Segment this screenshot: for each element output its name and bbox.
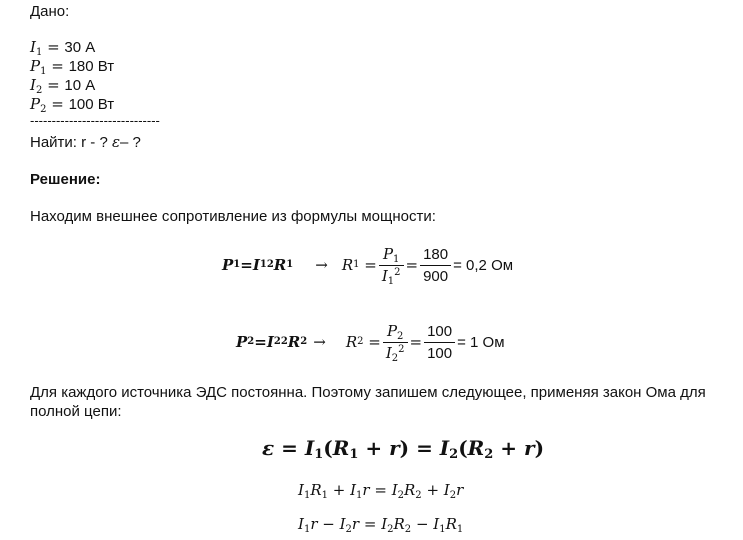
given-equals: = [46,95,69,113]
f3-i2-sub: 2 [449,447,459,462]
formula-4 [298,481,463,499]
given-symbol: P [30,95,41,113]
f4-b: R [310,481,322,499]
f2-eq3: = [409,333,423,351]
f2-result: = 1 Ом [457,333,505,351]
f1-frac-den-sub: 1 [387,275,395,287]
f4-e-sub: 2 [397,490,404,501]
given-item-p2 [30,95,114,113]
f1-arrow: → [315,256,328,274]
find-tail: – ? [120,134,141,151]
f4-f-sub: 2 [415,490,422,501]
f2-frac-den: I [385,343,392,362]
f3-close1: ) [399,436,410,460]
f4-a: I [298,481,304,499]
f3-plus1: + [358,436,390,460]
given-equals: = [42,76,65,94]
f4-c: I [350,481,357,499]
f2-den-val: 100 [427,344,453,362]
formula-5 [298,515,463,533]
given-symbol: P [30,57,41,75]
find-label: Найти: r - ? [30,134,112,151]
f2-eq2: = [363,333,381,351]
f5-e: I [381,515,388,533]
f1-num-val: 180 [420,246,451,266]
f3-open2: ( [458,436,468,460]
f4-e: I [391,481,398,499]
f3-eq2: = [409,436,440,460]
f5-f: R [393,515,405,533]
f4-c-sub: 1 [356,490,363,501]
f4-g-sub: 2 [449,490,457,501]
f1-frac-num-sub: 1 [393,253,400,265]
find-eps: ε [111,133,121,151]
given-value: 180 Вт [68,58,115,75]
f3-close2: ) [534,436,545,460]
given-symbol: I [30,76,36,94]
f5-d: r [351,515,360,533]
f5-a-sub: 1 [303,524,311,535]
f5-e-sub: 2 [387,524,394,535]
f3-plus2: + [493,436,525,460]
f1-fraction-symbolic [379,246,404,285]
f2-frac-den-sub: 2 [391,352,399,364]
solution-heading: Решение: [30,171,101,188]
f5-eq: = [359,515,382,533]
f3-i1: I [304,436,315,460]
given-value: 100 Вт [68,96,115,113]
given-subscript: 1 [35,47,43,58]
f1-eq2: = [359,256,377,274]
f2-frac-num-sub: 2 [397,330,404,342]
given-heading: Дано: [30,3,70,20]
f2-i: I [266,333,274,351]
f2-r1: R [345,333,358,351]
f1-eq3: = [405,256,419,274]
f4-h: r [456,481,464,499]
f4-g: I [443,481,450,499]
f1-frac-den: I [381,266,388,285]
f2-r: R [287,333,301,351]
given-equals: = [42,38,65,56]
f1-frac-num: P [382,244,394,263]
given-item-i2 [30,76,95,94]
solution-paragraph-1: Находим внешнее сопротивление из формулы мощности: [30,208,436,225]
f2-fraction-symbolic [383,323,408,362]
f1-r1: R [341,256,354,274]
f5-a: I [298,515,304,533]
given-item-i1 [30,38,95,56]
f4-eq: = [369,481,392,499]
given-value: 30 А [64,39,96,56]
given-subscript: 2 [40,104,47,115]
f2-eq: = [254,333,267,351]
f3-eq: = [274,436,305,460]
f4-d: r [362,481,370,499]
f4-f: R [404,481,416,499]
f1-den-val: 900 [423,267,449,285]
f5-h: R [445,515,457,533]
solution-paragraph-2-line-2: полной цепи: [30,403,122,420]
f5-h-sub: 1 [456,524,464,535]
f2-arrow: → [313,333,326,351]
f1-result: = 0,2 Ом [453,256,514,274]
solution-paragraph-2-line-1: Для каждого источника ЭДС постоянна. Поэтому запишем следующее, применяя закон Ома для [30,384,706,401]
f1-fraction-numeric [420,246,451,285]
f1-i: I [252,256,260,274]
given-subscript: 2 [35,85,43,96]
f5-g: I [433,515,440,533]
f1-eq: = [240,256,253,274]
f1-r: R [273,256,287,274]
f3-r-small-2: r [524,436,535,460]
f3-eps: ε [262,436,275,460]
f4-plus1: + [327,481,351,499]
f4-plus2: + [421,481,444,499]
f5-minus1: − [317,515,340,533]
f5-f-sub: 2 [404,524,412,535]
f5-minus2: − [411,515,434,533]
f3-i1-sub: 1 [314,447,324,462]
f4-b-sub: 1 [321,490,328,501]
f3-r-small-1: r [389,436,400,460]
f2-fraction-numeric [424,323,455,362]
f2-frac-den-sup: 2 [398,343,405,355]
given-item-p1 [30,57,114,75]
f3-r1: R [332,436,350,460]
f3-i2: I [439,436,450,460]
f2-frac-num: P [386,321,398,340]
f1-frac-den-sup: 2 [394,266,401,278]
given-value: 10 А [64,77,96,94]
f5-c-sub: 2 [345,524,352,535]
f5-g-sub: 1 [439,524,446,535]
f2-num-val: 100 [424,323,455,343]
given-separator: ------------------------------ [30,113,160,128]
f3-r1-sub: 1 [349,447,359,462]
f3-r2-sub: 2 [484,447,494,462]
f1-p: P [222,256,234,274]
formula-2: P 2 = I 2 2 R 2 → R 2 = $\frac{P_2}{I_2^2}$ = $\frac{100}{100}$ = 1 Ом [236,321,505,364]
given-symbol: I [30,38,36,56]
formula-3 [262,436,544,460]
f3-open1: ( [323,436,333,460]
given-equals: = [46,57,69,75]
f5-c: I [339,515,346,533]
f5-b: r [310,515,318,533]
given-subscript: 1 [40,66,47,77]
f2-p: P [236,333,248,351]
find-line [30,133,141,151]
f4-a-sub: 1 [303,490,311,501]
f3-r2: R [467,436,485,460]
formula-1: P 1 = I 1 2 R 1 → R 1 = $\frac{P_1}{I_1^2}$ = $\frac{180}{900}$ = 0,2 Ом [222,244,514,287]
